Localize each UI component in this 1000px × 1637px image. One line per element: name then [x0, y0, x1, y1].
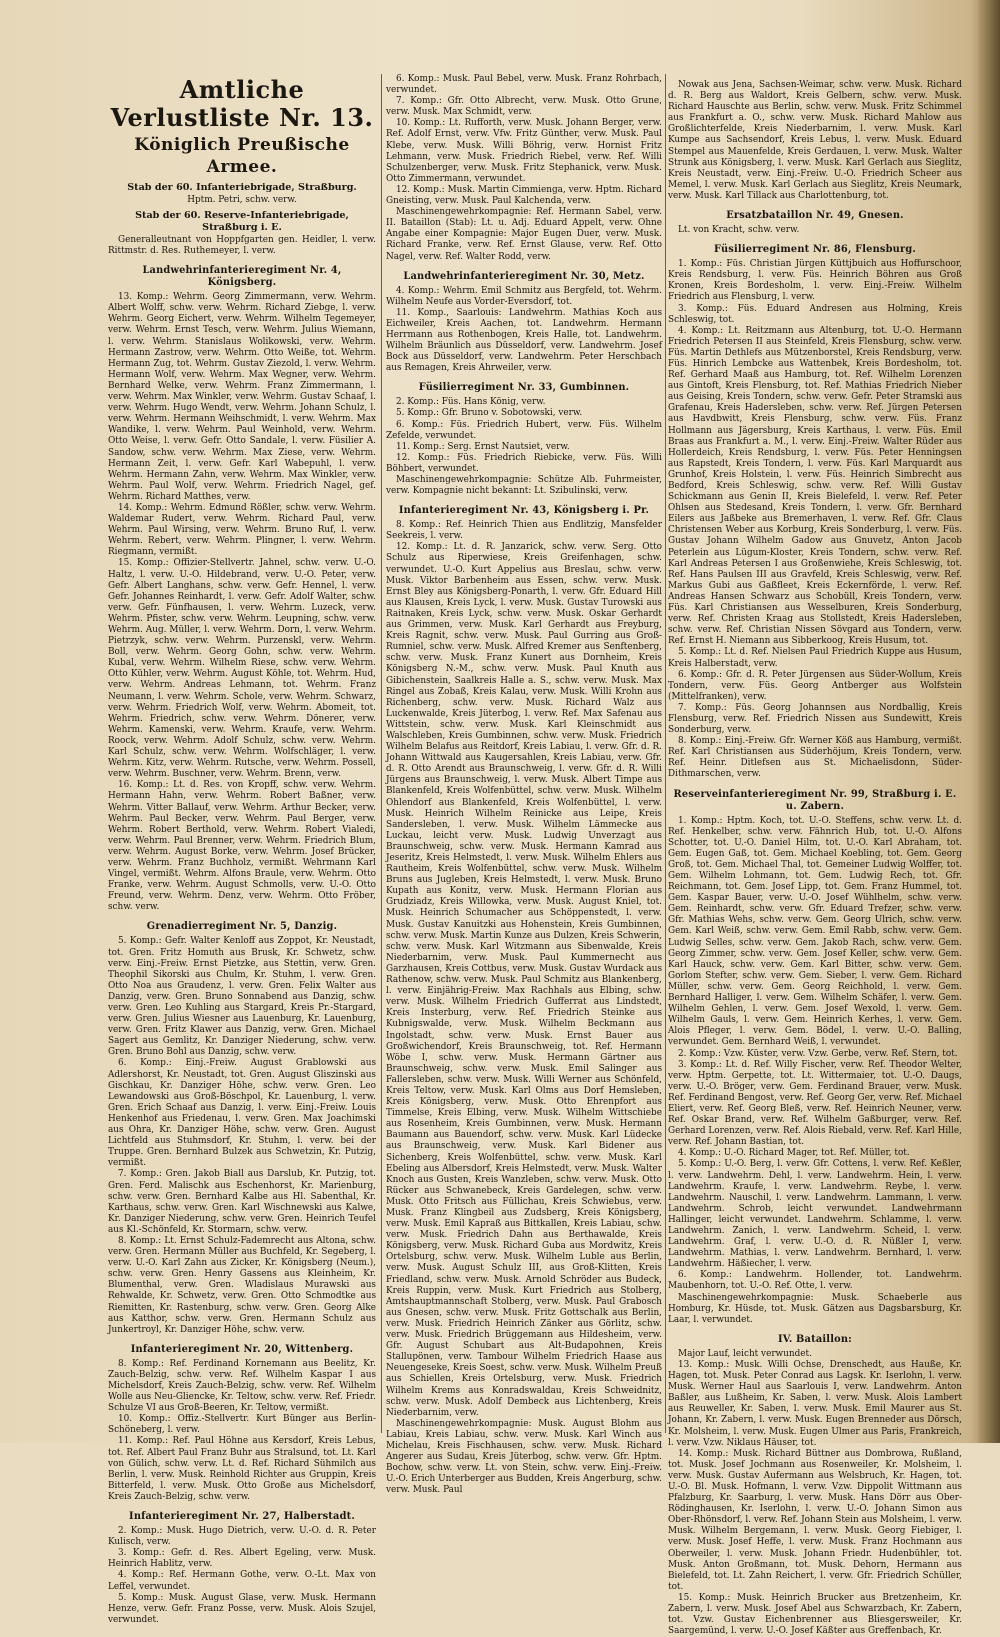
casualty-paragraph: 8. Komp.: Ref. Heinrich Thien aus Endlitzig, Mansfelder Seekreis, l. verw. [386, 520, 662, 542]
casualty-paragraph: 5. Komp.: Gfr. Bruno v. Sobotowski, verw. [396, 408, 583, 419]
column-3 [668, 80, 962, 1637]
unit-heading: Stab der 60. Reserve-Infanteriebrigade, Straßburg i. E. [135, 210, 349, 233]
casualty-paragraph: 3. Komp.: Lt. d. Ref. Willy Fischer, verw. Ref. Theodor Welter, verw. Hptm. Gerpette, tot. Lt. Wittermaier, tot. U.-O. Daugs, verw. U.-O. Bröger, verw. Gem. Ferdinand Brauer, verw. Musk. Ref. Ferdinand Bengost, verw. Ref. Georg Ger, verw. Ref. Michael Eliert, verw. Ref. Georg Bleß, verw. Ref. Heinrich Neuner, verw. Ref. Oskar Brand, verw. Ref. Wilhelm Gaßburger, verw. Ref. Gerhard Lorenzen, verw. Ref. Alois Riebald, verw. Ref. Karl Hille, verw. Ref. Johann Bastian, tot. [668, 1059, 962, 1148]
casualty-paragraph: Lt. von Kracht, schw. verw. [678, 225, 800, 236]
casualty-paragraph: Nowak aus Jena, Sachsen-Weimar, schw. verw. Musk. Richard d. R. Berg aus Waldort, Kreis Gelbern, schw. verw. Musk. Richard Hauschte aus Berlin, schw. verw. Musk. Fritz Schimmel aus Frankfurt a. O., schw. verw. Musk. Richard Mahlow aus Großlichterfelde, Kreis Niederbarnim, l. verw. Musk. Karl Kumpe aus Sachsendorf, Kreis Lebus, l. verw. Musk. Eduard Stempel aus Mauenfelde, Kreis Gerdauen, l. verw. Musk. Walter Strunk aus Königsberg, l. verw. Musk. Karl Gerlach aus Sieglitz, Kreis Neustadt, verw. Einj.-Freiw. U.-O. Friedrich Scheer aus Memel, l. verw. Musk. Karl Gerlach aus Sieglitz, Kreis Neumark, verw. Musk. Karl Tillack aus Charlottenburg, tot. [668, 80, 962, 201]
casualty-paragraph: 6. Komp.: Einj.-Freiw. August Grablowski aus Adlershorst, Kr. Neustadt, tot. Gren. August Gliszinski aus Gischkau, Kr. Danziger Höhe, schw. verw. Gren. Leo Lewandowski aus Groß-Böschpol, Kr. Lauenburg, l. verw. Gren. Erich Schaaf aus Danzig, l. verw. Einj.-Freiw. Louis Henkenhof aus Friedenau, l. verw. Gren. Max Joachimski aus Ohra, Kr. Danziger Höhe, schw. verw. Gren. August Lichtfeld aus Stuhmsdorf, Kr. Stuhm, l. verw. bei der Truppe. Gren. Bernhard Bulzek aus Schwetzin, Kr. Putzig, vermißt. [108, 1058, 376, 1169]
casualty-paragraph: 12. Komp.: Musk. Martin Cimmienga, verw. Hptm. Richard Gneisting, verw. Musk. Paul Kalchenda, verw. [386, 184, 662, 207]
casualty-paragraph: 11. Komp., Saarlouis: Landwehrm. Mathias Koch aus Eichweiler, Kreis Aachen, tot. Landwehrm. Hermann Herrmann aus Rothenbogen, Kreis Halle, tot. Landwehrm. Wilhelm Bräunlich aus Düsseldorf, verw. Landwehrm. Josef Bock aus Düsseldorf, verw. Landwehrm. Peter Herschbach aus Remagen, Kreis Ahrweiler, verw. [386, 307, 662, 374]
regiment-heading: Füsilierregiment Nr. 86, Flensburg. [713, 244, 917, 256]
casualty-paragraph: 6. Komp.: Füs. Friedrich Hubert, verw. Füs. Wilhelm Zefelde, verwundet. [386, 419, 662, 441]
casualty-paragraph: 15. Komp.: Musk. Heinrich Brucker aus Bretzenheim, Kr. Zabern, l. verw. Musk. Josef Abel aus Schwarzbach, Kr. Zabern, tot. Vzw. Gustav Eichenbrenner aus Bliesgersweiler, Kr. Saargemünd, l. verw. U.-O. Josef Käßter aus Greffenbach, Kr. [668, 1592, 962, 1637]
casualty-paragraph: 2. Komp.: Vzw. Küster, verw. Vzw. Gerbe, verw. Ref. Stern, tot. [678, 1048, 958, 1059]
column-1 [108, 70, 376, 1625]
casualty-paragraph: 13. Komp.: Musk. Willi Ochse, Drenschedt, aus Hauße, Kr. Hagen, tot. Musk. Peter Conrad aus Lagsk. Kr. Iserlohn, l. verw. Musk. Werner Haul aus Saarlouis I, verw. Landwehrm. Anton Baßler, aus Lußheim, Kr. Saben, l. verw. Musk. Alois Lambert aus Reuweller, Kr. Saben, l. verw. Musk. Emil Maurer aus St. Johann, Kr. Zabern, l. verw. Musk. Eugen Brenneder aus Dörsch, Kr. Molsheim, l. verw. Musk. Eugen Ulmer aus Paris, Frankreich, l. verw. Vzw. Niklaus Häuser, tot. [668, 1359, 962, 1448]
casualty-paragraph: 6. Komp.: Gfr. d. R. Peter Jürgensen aus Süder-Wollum, Kreis Tondern, verw. Füs. Georg Antberger aus Wolfstein (Mittelfranken), verw. [668, 669, 962, 702]
casualty-paragraph: 5. Komp.: Musk. August Glase, verw. Musk. Hermann Henze, verw. Gefr. Franz Posse, verw. Musk. Alois Szujel, verwundet. [108, 1592, 376, 1625]
casualty-paragraph: 6. Komp.: Landwehrm. Hollender, tot. Landwehrm. Maubenhorn, tot. U.-O. Ref. Otte, l. verw. [668, 1270, 962, 1292]
column-2 [386, 74, 662, 1496]
casualty-paragraph: 1. Komp.: Füs. Christian Jürgen Küttjbuich aus Hoffurschoor, Kreis Rendsburg, l. verw. Füs. Heinrich Böhren aus Groß Kronen, Kreis Bordesholm, l. verw. Einj.-Freiw. Wilhelm Friedrich aus Flensburg, l. verw. [668, 259, 962, 303]
page-subtitle: Königlich Preußische Armee. [134, 135, 350, 177]
casualty-paragraph: 13. Komp.: Wehrm. Georg Zimmermann, verw. Wehrm. Albert Wolff, schw. verw. Wehrm. Richard Ziebge, l. verw. Wehrm. Georg Eichert, verw. Wehrm. Wilhelm Tegemeyer, verw. Wehrm. Ernst Tesch, verw. Wehrm. Julius Wiemann, l. verw. Wehrm. Stanislaus Wolikowski, verw. Wehrm. Hermann Zastrow, verw. Wehrm. Otto Weiße, tot. Wehrm. Hermann Zug, tot. Wehrm. Gustav Ziezold, l. verw. Wehrm. Hermann Wolf, verw. Wehrm. Max Wegner, verw. Wehrm. Bernhard Welke, verw. Wehrm. Franz Zimmermann, l. verw. Wehrm. Max Winkler, verw. Wehrm. Gustav Schaaf, l. verw. Wehrm. Hugo Wendt, verw. Wehrm. Johann Schulz, l. verw. Wehrm. Hermann Weihschmidt, l. verw. Wehrm. Max Wandike, l. verw. Wehrm. Paul Weinhold, verw. Wehrm. Otto Weise, l. verw. Gefr. Otto Sandale, l. verw. Füsilier A. Sandow, schw. verw. Wehrm. Max Ziese, verw. Wehrm. Hermann Zeit, l. verw. Gefr. Karl Wabepuhl, l. verw. Wehrm. Hermann Zahn, verw. Wehrm. Max Winkler, verw. Wehrm. Paul Wolf, verw. Wehrm. Friedrich Nagel, gef. Wehrm. Richard Matthes, verw. [108, 292, 376, 502]
casualty-paragraph: Maschinengewehrkompagnie: Musk. Schaeberle aus Homburg, Kr. Hüsde, tot. Musk. Gätzen aus Dagsbarsburg, Kr. Laar, l. verwundet. [668, 1292, 962, 1325]
casualty-paragraph: 5. Komp.: U.-O. Berg, l. verw. Gfr. Cottens, l. verw. Ref. Keßler, l. verw. Landwehrm. Dehl, l. verw. Landwehrm. Hein, l. verw. Landwehrm. Kraufe, l. verw. Landwehrm. Reybe, l. verw. Landwehrm. Nauschil, l. verw. Landwehrm. Lammann, l. verw. Landwehrm. Schrob, leicht verwundet. Landwehrmann Hallinger, leicht verwundet. Landwehrm. Schlamme, l. verw. Landwehrm. Zanich, l. verw. Landwehrm. Scheid, l. verw. Landwehrm. Graf, l. verw. U.-O. d. R. Nüßler I, verw. Landwehrm. Mathias, l. verw. Landwehrm. Bernhard, l. verw. Landwehrm. Häßiecher, l. verw. [668, 1159, 962, 1270]
casualty-paragraph: 7. Komp.: Gren. Jakob Biall aus Darslub, Kr. Putzig, tot. Gren. Ferd. Malischk aus Eschenhorst, Kr. Marienburg, schw. verw. Gren. Bernhard Kalbe aus Hl. Sabenthal, Kr. Karthaus, schw. verw. Gren. Karl Wischnewski aus Kalwe, Kr. Danziger Niederung, schw. verw. Gren. Heinrich Teufel aus Kl.-Schönfeld, Kr. Stormarn, schw. verw. [108, 1169, 376, 1235]
casualty-paragraph: 1. Komp.: Hptm. Koch, tot. U.-O. Steffens, schw. verw. Lt. d. Ref. Henkelber, schw. verw. Fähnrich Hub, tot. U.-O. Alfons Schotter, tot. U.-O. Daniel Hilm, tot. U.-O. Karl Abraham, tot. Gem. Eugen Gaß, tot. Gem. Michael Koebling, tot. Gem. Georg Groß, tot. Gem. Michael Thal, tot. Gemeiner Ludwig Wolffer, tot. Gem. Wilhelm Lohmann, tot. Gem. Ludwig Rech, tot. Gfr. Reichmann, tot. Gem. Josef Lipp, tot. Gem. Franz Hummel, tot. Gem. Kaspar Bauer, verw. U.-O. Josef Wühlhelm, schw. verw. Gem. Reinhardt, schw. verw. Gfr. Eduard Trefzer, schw. verw. Gfr. Mathias Wehs, schw. verw. Gem. Georg Ulrich, schw. verw. Gem. Karl Weiß, schw. verw. Gem. Emil Rabb, schw. verw. Gem. Ludwig Selles, schw. verw. Gem. Jakob Rach, schw. verw. Gem. Georg Zimmer, schw. verw. Gem. Josef Keller, schw. verw. Gem. Karl Hauck, schw. verw. Gem. Karl Bitter, schw. verw. Gem. Gorlom Stefter, schw. verw. Gem. Sieber, l. verw. Gem. Richard Müller, schw. verw. Gem. Georg Reichhold, l. verw. Gem. Bernhard Halliger, l. verw. Gem. Wilhelm Schäfer, l. verw. Gem. Wilhelm Gehlen, l. verw. Gem. Josef Wexold, l. verw. Gem. Wilhelm Gauls, l. verw. Gem. Heinrich Kerhes, l. verw. Gem. Alois Pfleger, l. verw. Gem. Bödel, l. verw. U.-O. Balling, verwundet. Gem. Bernhard Weiß, l. verwundet. [668, 815, 962, 1048]
casualty-paragraph: 10. Komp.: Lt. Rufforth, verw. Musk. Johann Berger, verw. Ref. Adolf Ernst, verw. Vfw. Fritz Günther, verw. Musk. Paul Klebe, verw. Musk. Willi Böhrig, verw. Hornist Fritz Lehmann, verw. Musk. Friedrich Riebel, verw. Ref. Willi Schulzenberger, verw. Musk. Fritz Stephanick, verw. Musk. Otto Zimmermann, verwundet. [386, 118, 662, 184]
regiment-heading: Grenadierregiment Nr. 5, Danzig. [146, 921, 338, 933]
casualty-paragraph: 3. Komp.: Füs. Eduard Andresen aus Holming, Kreis Schleswig, tot. [668, 303, 962, 325]
casualty-paragraph: 8. Komp.: Einj.-Freiw. Gfr. Werner Köß aus Hamburg, vermißt. Ref. Karl Christiansen aus Süderhöjum, Kreis Tondern, verw. Ref. Heinr. Ditlefsen aus St. Michaelisdonn, Süder-Dithmarschen, verw. [668, 736, 962, 780]
regiment-heading: IV. Bataillon: [777, 1333, 853, 1345]
casualty-paragraph: Maschinengewehrkompagnie: Schütze Alb. Fuhrmeister, verw. Kompagnie nicht bekannt: Lt. Szibulinski, verw. [386, 475, 662, 497]
casualty-paragraph: 14. Komp.: Musk. Richard Büttner aus Dombrowa, Rußland, tot. Musk. Josef Jochmann aus Rosenweiler, Kr. Molsheim, l. verw. Musk. Gustav Aufermann aus Welsbruch, Kr. Hagen, tot. U.-O. Bl. Musk. Hofmann, l. verw. Vzw. Dippolit Wittmann aus Pfalzburg, Kr. Saarburg, l. verw. Musk. Hans Dörr aus Ober-Rödinghausen, Kr. Iserlohn, l. verw. U.-O. Johann Simon aus Ober-Rhönsdorf, l. verw. Ref. Johann Stein aus Molsheim, l. verw. Musk. Wilhelm Bergemann, l. verw. Musk. Georg Fiebiger, l. verw. Musk. Josef Heffe, l. verw. Musk. Franz Hochmann aus Oberweiler, l. verw. Musk. Johann Friedr. Hudenbühler, tot. Musk. Anton Großmann, tot. Musk. Dehorn, Hermann aus Bielefeld, tot. Lt. Zahn Reichert, l. verw. Gfr. Friedrich Schüller, tot. [668, 1448, 962, 1592]
unit-heading: Stab der 60. Infanteriebrigade, Straßburg. [127, 182, 357, 193]
casualty-paragraph: 4. Komp.: Wehrm. Emil Schmitz aus Bergfeld, tot. Wehrm. Wilhelm Neufe aus Vorder-Eversdorf, tot. [386, 285, 662, 307]
casualty-paragraph: 11. Komp.: Ref. Paul Höhne aus Kersdorf, Kreis Lebus, tot. Ref. Albert Paul Franz Buhr aus Stralsund, tot. Lt. Karl von Gülich, schw. verw. Lt. d. Ref. Richard Sühmilch aus Berlin, l. verw. Musk. Reinhold Richter aus Gruppin, Kreis Bitterfeld, l. verw. Musk. Otto Große aus Michelsdorf, Kreis Zauch-Belzig, schw. verw. [108, 1436, 376, 1502]
column-rule [381, 74, 382, 1433]
casualty-paragraph: Generalleutnant von Hoppfgarten gen. Heidler, l. verw. Rittmstr. d. Res. Ruthemeyer, l. verw. [108, 235, 376, 257]
casualty-paragraph: 10. Komp.: Offiz.-Stellvertr. Kurt Bünger aus Berlin-Schöneberg, l. verw. [108, 1414, 376, 1436]
casualty-paragraph: 11. Komp.: Serg. Ernst Nautsiet, verw. [396, 441, 570, 452]
casualty-paragraph: 16. Komp.: Lt. d. Res. von Kropff, schw. verw. Wehrm. Hermann Hahn, verw. Wehrm. Robert Baßner, verw. Wehrm. Vitter Ballauf, verw. Wehrm. Arthur Becker, verw. Wehrm. Paul Becker, verw. Wehrm. Paul Berger, verw. Wehrm. Robert Berthold, verw. Wehrm. Robert Vialedi, verw. Wehrm. Paul Brenner, verw. Wehrm. Friedrich Blum, verw. Wehrm. August Borke, verw. Wehrm. Josef Brücker, verw. Wehrm. Franz Buchholz, vermißt. Wehrmann Karl Vingel, vermißt. Wehrm. Alfons Braule, verw. Wehrm. Otto Franke, verw. Wehrm. August Schmolls, verw. U.-O. Otto Freund, verw. Wehrm. Denz, verw. Wehrm. Otto Fröber, schw. verw. [108, 780, 376, 913]
casualty-paragraph: 2. Komp.: Füs. Hans König, verw. [396, 397, 546, 408]
unit-heading: Hptm. Petri, schw. verw. [187, 195, 297, 205]
regiment-heading: Reserveinfanterieregiment Nr. 99, Straßburg i. E. u. Zabern. [673, 788, 957, 812]
casualty-paragraph: Maschinengewehrkompagnie: Ref. Hermann Sabel, verw. II. Bataillon (Stab): Lt. u. Adj. Eduard Appelt, verw. Ohne Angabe einer Kompagnie: Major Eugen Duer, verw. Musk. Richard Franke, verw. Ref. Ernst Glause, verw. Ref. Otto Nagel, verw. Ref. Walter Rodd, verw. [386, 207, 662, 262]
regiment-heading: Infanterieregiment Nr. 27, Halberstadt. [129, 1511, 355, 1523]
casualty-paragraph: 5. Komp.: Lt. d. Ref. Nielsen Paul Friedrich Kuppe aus Husum, Kreis Halberstadt, verw. [668, 647, 962, 669]
page-title: Amtliche Verlustliste Nr. 13. [110, 75, 374, 132]
column-1-blocks [108, 182, 376, 1626]
casualty-paragraph: 12. Komp.: Lt. d. R. Janzarick, schw. verw. Serg. Otto Schulz aus Riperwiese, Kreis Greifenhagen, schw. verwundet. U.-O. Kurt Appelius aus Breslau, schw. verw. Musk. Viktor Barbenheim aus Essen, schw. verw. Musk. Ernst Bley aus Königsberg-Ponarth, l. verw. Gfr. Eduard Hill aus Klausen, Kreis Lyck, l. verw. Musk. Gustav Turowski aus Raitnaken, Kreis Lyck, schw. verw. Musk. Oskar Gerhardt aus Grimmen, verw. Musk. Karl Gerhardt aus Freyburg, Kreis Ragnit, schw. verw. Musk. Paul Gurring aus Groß-Rumniel, schw. verw. Musk. Alfred Kremer aus Senftenberg, schw. verw. Musk. Franz Kunert aus Dornheim, Kreis Königsberg N.-M., schw. verw. Musk. Paul Knuth aus Gibichenstein, Saalkreis Halle a. S., schw. verw. Musk. Max Ringel aus Zobaß, Kreis Kalau, verw. Musk. Willi Krohn aus Richenberg, schw. verw. Musk. Richard Walz aus Luckenwalde, Kreis Jüterbog, l. verw. Ref. Max Safenau aus Wittstein, schw. verw. Musk. Karl Kleinschmidt aus Walschleben, Kreis Gumbinnen, schw. verw. Musk. Friedrich Wilhelm Belafus aus Reitdorf, Kreis Labiau, l. verw. Gfr. d. R. Johann Wittwald aus Kaugersahlen, Kreis Labiau, verw. Gfr. d. R. Otto Arendt aus Braunschweig, l. verw. Gfr. d. R. Willi Jürgens aus Braunschweig, l. verw. Musk. Albert Timpe aus Blankenfeld, Kreis Wolfenbüttel, schw. verw. Musk. Wilhelm Ohlendorf aus Blankenfeld, Kreis Wolfenbüttel, l. verw. Musk. Heinrich Wilhelm Reinicke aus Leipe, Kreis Sandersleben, l. verw. Musk. Wilhelm Lämmecke aus Luckau, leicht verw. Musk. Ludwig Unverzagt aus Braunschweig, schw. verw. Musk. Hermann Kamrad aus Jeseritz, Kreis Helmstedt, l. verw. Musk. Wilhelm Ehlers aus Rautheim, Kreis Wolfenbüttel, schw. verw. Musk. Wilhelm Bruns aus Jugleben, Kreis Helmstedt, l. verw. Musk. Bruno Kupath aus Konitz, verw. Musk. Hermann Florian aus Grudziadz, Kreis Willowka, verw. Musk. August Kniel, tot. Musk. Heinrich Schumacher aus Schöppenstedt, l. verw. Musk. Gustav Kanuitzki aus Hohenstein, Kreis Gumbinnen, schw. verw. Musk. Martin Kunze aus Dulzen, Kreis Schwerin, schw. verw. Musk. Karl Witzmann aus Sibenwalde, Kreis Niederbarnim, verw. Musk. Paul Kummernecht aus Garzhausen, Kreis Cottbus, verw. Musk. Gustav Wurdack aus Rathenow, schw. verw. Musk. Paul Schmitz aus Blankenberg, l. verw. Einjährig-Freiw. Max Rachhals aus Elbing, schw. verw. Musk. Wilhelm Friedrich Gufferrat aus Lindstedt, Kreis Insterburg, verw. Ref. Friedrich Steinke aus Kubnigswalde, verw. Musk. Wilhelm Beckmann aus Ingolstadt, schw. verw. Musk. Ernst Bauer aus Großwichendorf, Kreis Braunschweig, tot. Ref. Hermann Wöbe I, schw. verw. Musk. Hermann Gärtner aus Braunschweig, schw. verw. Musk. Emil Salinger aus Fallersleben, schw. verw. Musk. Willi Werner aus Schönfeld, Kreis Teltow, verw. Musk. Karl Olms aus Dorf Hemsleben, Kreis Königsberg, verw. Musk. Otto Ehrenpfort aus Timmelse, Kreis Elbing, verw. Musk. Wilhelm Wittschiebe aus Rosenheim, Kreis Gumbinnen, verw. Musk. Hermann Baumann aus Bauendorf, schw. verw. Musk. Karl Lüdecke aus Braunschweig, verw. Musk. Karl Bidener aus Sichenberg, Kreis Wolfenbüttel, schw. verw. Musk. Karl Ebeling aus Albersdorf, Kreis Helmstedt, verw. Musk. Walter Knoch aus Gusten, Kreis Wanzleben, schw. verw. Musk. Otto Rücker aus Schwanebeck, Kreis Gardelegen, schw. verw. Musk. Otto Fritsch aus Füllichau, Kreis Schwiebus, verw. Musk. Franz Klingbeil aus Zudsberg, Kreis Königsberg, verw. Musk. Emil Kapraß aus Bittkallen, Kreis Labiau, schw. verw. Musk. Friedrich Dahn aus Berthawalde, Kreis Königsberg, verw. Musk. Richard Guba aus Mordwitz, Kreis Ortelsburg, schw. verw. Musk. Wilhelm Luble aus Berlin, verw. Musk. August Schulz III, aus Groß-Klitten, Kreis Friedland, schw. verw. Musk. Arnold Schröder aus Budeck, Kreis Ruppin, verw. Musk. Kurt Friedrich aus Stolberg, Amtshauptmannschaft Stolberg, verw. Musk. Paul Grabosch aus Gnesen, schw. verw. Musk. Fritz Gottschalk aus Berlin, verw. Musk. Friedrich Heinrich Zänker aus Görlitz, schw. verw. Musk. Friedrich Brüggemann aus Hildesheim, verw. Gfr. August Schubart aus Alt-Budapohnen, Kreis Stallupönen, verw. Tambour Wilhelm Friedrich Haase aus Neuengeseke, Kreis Soest, schw. verw. Musk. Wilhelm Preuß aus Schiellen, Kreis Ortelsburg, verw. Musk. Friedrich Wilhelm Krems aus Konradswaldau, Kreis Schweidnitz, schw. verw. Musk. Adolf Dembeck aus Lichtenberg, Kreis Niederbarnim, verw. [386, 542, 662, 1418]
casualty-paragraph: 8. Komp.: Lt. Ernst Schulz-Fademrecht aus Altona, schw. verw. Gren. Hermann Müller aus Buchfeld, Kr. Segeberg, l. verw. U.-O. Karl Zahn aus Zicker, Kr. Königsberg (Neum.), schw. verw. Gren. Henry Gassens aus Kleinheim, Kr. Blumenthal, verw. Gren. Wladislaus Murawski aus Rehwalde, Kr. Schwetz, verw. Gren. Otto Schmodtke aus Riemitten, Kr. Rastenburg, schw. verw. Gren. Georg Alke aus Katthor, schw. verw. Gren. Hermann Schulz aus Junkertroyl, Kr. Danziger Höhe, schw. verw. [108, 1235, 376, 1335]
casualty-paragraph: 4. Komp.: Ref. Hermann Gothe, verw. O.-Lt. Max von Leffel, verwundet. [108, 1570, 376, 1592]
page-binding-edge [978, 0, 1000, 1443]
column-2-blocks [386, 74, 662, 1496]
casualty-paragraph: 8. Komp.: Ref. Ferdinand Kornemann aus Beelitz, Kr. Zauch-Belzig, schw. verw. Ref. Wilhelm Kaspar I aus Michelsdorf, Kreis Zauch-Belzig, schw. verw. Ref. Wilhelm Wolle aus Neu-Gliencke, Kr. Teltow, schw. verw. Ref. Friedr. Schulze VI aus Groß-Beeren, Kr. Teltow, vermißt. [108, 1358, 376, 1414]
casualty-paragraph: 12. Komp.: Füs. Friedrich Riebicke, verw. Füs. Willi Böhbert, verwundet. [386, 452, 662, 474]
casualty-paragraph: 3. Komp.: Gefr. d. Res. Albert Egeling, verw. Musk. Heinrich Hablitz, verw. [108, 1548, 376, 1570]
regiment-heading: Füsilierregiment Nr. 33, Gumbinnen. [418, 382, 630, 394]
casualty-paragraph: 4. Komp.: U.-O. Richard Mager, tot. Ref. Müller, tot. [678, 1148, 910, 1159]
column-3-blocks [668, 80, 962, 1637]
casualty-paragraph: 2. Komp.: Musk. Hugo Dietrich, verw. U.-O. d. R. Peter Kulisch, verw. [108, 1526, 376, 1548]
casualty-paragraph: 15. Komp.: Offizier-Stellvertr. Jahnel, schw. verw. U.-O. Haltz, l. verw. U.-O. Hildebrand, verw. U.-O. Peter, verw. Gefr. Albert Langhans, schw. verw. Gefr. Hennel, l. verw. Gefr. Johannes Reinhardt, l. verw. Gefr. Adolf Walter, schw. verw. Gefr. Fünfhausen, l. verw. Wehrm. Luzeck, verw. Wehrm. Pfister, schw. verw. Wehrm. Leupning, schw. verw. Wehrm. Aug. Müller, l. verw. Wehrm. Dorn, l. verw. Wehrm. Pietrzyk, schw. verw. Wehrm. Purzenskl, verw. Wehrm. Boll, verw. Wehrm. Georg Gohn, schw. verw. Wehrm. Kubal, verw. Wehrm. Wilhelm Riese, schw. verw. Wehrm. Otto Kühler, verw. Wehrm. August Köhle, tot. Wehrm. Hud, verw. Wehrm. Andreas Lehmann, tot. Wehrm. Franz Neumann, l. verw. Wehrm. Schole, verw. Wehrm. Schwarz, verw. Wehrm. Friedrich Wolf, verw. Wehrm. Abomeit, tot. Wehrm. Friedrich, schw. verw. Wehrm. Dönerer, verw. Wehrm. Kamenski, verw. Wehrm. Kraufe, verw. Wehrm. Roock, verw. Wehrm. Adolf Schulz, schw. verw. Wehrm. Karl Schulz, schw. verw. Wehrm. Wolfschläger, l. verw. Wehrm. Kitz, verw. Wehrm. Rutsche, verw. Wehrm. Possell, verw. Wehrm. Buschner, verw. Wehrm. Brenn, verw. [108, 558, 376, 780]
casualty-paragraph: Maschinengewehrkompagnie: Musk. August Blohm aus Labiau, Kreis Labiau, schw. verw. Musk. Karl Winch aus Michelau, Kreis Fischhausen, schw. verw. Musk. Richard Angerer aus Sudau, Kreis Jüterbog, schw. verw. Gfr. Hptm. Bochow, schw. verw. Lt. von Stein, schw. verw. Einj.-Freiw. U.-O. Erich Unterberger aus Budden, Kreis Angerburg, schw. verw. Musk. Paul [386, 1418, 662, 1496]
casualty-paragraph: 4. Komp.: Lt. Reitzmann aus Altenburg, tot. U.-O. Hermann Friedrich Petersen II aus Steinfeld, Kreis Flensburg, schw. verw. Füs. Martin Dethlefs aus Mützenborstel, Kreis Rendsburg, verw. Füs. Hinrich Lembcke aus Wattenbek, Kreis Bordesholm, tot. Ref. Gerhard Maaß aus Hamburg, tot. Ref. Wilhelm Lorenzen aus Gintoft, Kreis Flensburg, tot. Ref. Mathias Friedrich Nieber aus Geising, Kreis Tondern, schw. verw. Gefr. Peter Stramski aus Grafenau, Kreis Hadersleben, schw. verw. Ref. Jürgen Petersen aus Havdbwitt, Kreis Flensburg, schw. verw. Füs. Franz Hollmann aus Jägersburg, Kreis Karthaus, l. verw. Füs. Emil Braas aus Frankfurt a. M., l. verw. Einj.-Freiw. Walter Rüder aus Hollerdeich, Kreis Rendsburg, l. verw. Füs. Peter Henningsen aus Rapstedt, Kreis Tondern, l. verw. Füs. Karl Marquardt aus Grunhof, Kreis Holstein, l. verw. Füs. Heinrich Simbrecht aus Bedford, Kreis Schleswig, schw. verw. Ref. Willi Gustav Schickmann aus Genin II, Kreis Bielefeld, l. verw. Ref. Peter Ohlsen aus Stedesand, Kreis Tondern, l. verw. Gfr. Bernhard Eilers aus Jaßbeke aus Bremerhaven, l. verw. Ref. Gfr. Claus Christensen Weber aus Korburg, Kreis Sonderburg, l. verw. Füs. Gustav Johann Wilhelm Gadow aus Gnuvetz, Anton Jacob Peterlein aus Lügum-Kloster, Kreis Tondern, schw. verw. Ref. Karl Andreas Petersen I aus Großenwiehe, Kreis Schleswig, tot. Ref. Hans Paulsen III aus Gravfeld, Kreis Schleswig, verw. Ref. Markus Gubi aus Gaßfleet, Kreis Eckernförde, l. verw. Ref. Andreas Hansen Schwarz aus Schobüll, Kreis Tondern, verw. Füs. Karl Christiansen aus Wesselburen, Kreis Sonderburg, verw. Ref. Christen Kraag aus Stollstedt, Kreis Hadersleben, schw. verw. Ref. Christian Nissen Sövgard aus Tondern, verw. Ref. Ernst H. Niemann aus Sibberkoog, Kreis Husum, tot. [668, 325, 962, 647]
regiment-heading: Landwehrinfanterieregiment Nr. 30, Metz. [403, 270, 645, 282]
casualty-paragraph: 7. Komp.: Gfr. Otto Albrecht, verw. Musk. Otto Grune, verw. Musk. Max Schmidt, verw. [386, 96, 662, 118]
column-rule [665, 74, 666, 1433]
casualty-paragraph: 14. Komp.: Wehrm. Edmund Rößler, schw. verw. Wehrm. Waldemar Rudert, verw. Wehrm. Richard Paul, verw. Wehrm. Paul Wirsing, verw. Wehrm. Bruno Ruf, l. verw. Wehrm. Rebert, verw. Wehrm. Plingner, l. verw. Wehrm. Riegmann, vermißt. [108, 502, 376, 558]
casualty-paragraph: 5. Komp.: Gefr. Walter Kenloff aus Zoppot, Kr. Neustadt, tot. Gren. Fritz Homuth aus Brusk, Kr. Schwetz, schw. verw. Einj.-Freiw. Ernst Pietzke, aus Stettin, verw. Gren. Theophil Sikorski aus Chulm, Kr. Stuhm, l. verw. Gren. Otto Noa aus Graudenz, l. verw. Gren. Felix Walter aus Danzig, verw. Gren. Bruno Sonnabend aus Danzig, schw. verw. Gren. Leo Kuhling aus Stargard, Kreis Pr.-Stargard, verw. Gren. Julius Wiesner aus Lauenburg, Kr. Lauenburg, verw. Gren. Fritz Klawer aus Danzig, verw. Gren. Michael Sagert aus Gemlitz, Kr. Danziger Niederung, schw. verw. Gren. Bruno Bohl aus Danzig, schw. verw. [108, 936, 376, 1058]
regiment-heading: Infanterieregiment Nr. 20, Wittenberg. [130, 1343, 354, 1355]
casualty-paragraph: 7. Komp.: Füs. Georg Johannsen aus Nordballig, Kreis Flensburg, verw. Ref. Friedrich Nissen aus Sundewitt, Kreis Sonderburg, verw. [668, 702, 962, 736]
regiment-heading: Landwehrinfanterieregiment Nr. 4, Königsberg. [142, 265, 342, 289]
casualty-paragraph: Major Lauf, leicht verwundet. [678, 1348, 812, 1359]
regiment-heading: Ersatzbataillon Nr. 49, Gnesen. [726, 210, 904, 222]
casualty-paragraph: 6. Komp.: Musk. Paul Bebel, verw. Musk. Franz Rohrbach, verwundet. [386, 74, 662, 96]
regiment-heading: Infanterieregiment Nr. 43, Königsberg i. Pr. [398, 505, 650, 517]
